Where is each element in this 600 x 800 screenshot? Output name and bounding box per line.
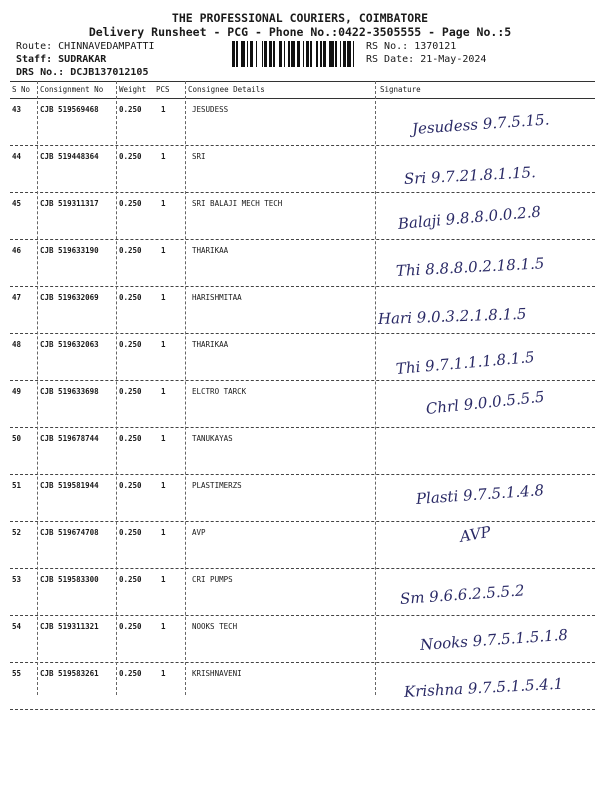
- company-title: THE PROFESSIONAL COURIERS, COIMBATORE: [171, 11, 429, 25]
- cell-weight: 0.250: [119, 340, 142, 349]
- cell-sno: 54: [12, 622, 22, 631]
- cell-sno: 52: [12, 528, 22, 537]
- cell-weight: 0.250: [119, 105, 142, 114]
- handwritten-signature: Hari 9.0.3.2.1.8.1.5: [377, 304, 527, 328]
- cell-pcs: 1: [161, 387, 166, 396]
- cell-consignment: CJB 519583261: [40, 669, 99, 678]
- cell-consignment: CJB 519632063: [40, 340, 99, 349]
- handwritten-signature: Thi 9.7.1.1.1.8.1.5: [395, 347, 536, 378]
- cell-consignment: CJB 519583300: [40, 575, 99, 584]
- cell-sno: 55: [12, 669, 22, 678]
- cell-pcs: 1: [161, 293, 166, 302]
- rs-date-value: 21-May-2024: [420, 54, 487, 65]
- cell-pcs: 1: [161, 481, 166, 490]
- cell-consignment: CJB 519311321: [40, 622, 99, 631]
- cell-weight: 0.250: [119, 481, 142, 490]
- rs-date-line: [366, 53, 486, 66]
- rs-no-value: 1370121: [414, 41, 457, 52]
- cell-sno: 47: [12, 293, 22, 302]
- drs-value: DCJB137012105: [70, 67, 149, 78]
- handwritten-signature: AVP: [458, 522, 493, 546]
- cell-consignment: CJB 519632069: [40, 293, 99, 302]
- route-line: [16, 40, 154, 53]
- cell-weight: 0.250: [119, 622, 142, 631]
- cell-weight: 0.250: [119, 434, 142, 443]
- cell-pcs: 1: [161, 246, 166, 255]
- cell-pcs: 1: [161, 105, 166, 114]
- cell-weight: 0.250: [119, 528, 142, 537]
- cell-consignee: THARIKAA: [192, 246, 229, 255]
- staff-line: [16, 53, 106, 66]
- cell-pcs: 1: [161, 199, 166, 208]
- cell-pcs: 1: [161, 575, 166, 584]
- rs-no-label: RS No.:: [366, 41, 409, 52]
- cell-consignee: JESUDESS: [192, 105, 229, 114]
- cell-consignment: CJB 519674708: [40, 528, 99, 537]
- handwritten-signature: Plasti 9.7.5.1.4.8: [415, 481, 545, 508]
- runsheet-subtitle: Delivery Runsheet - PCG - Phone No.:0422-3505555 - Page No.:5: [88, 25, 512, 39]
- cell-consignee: SRI: [192, 152, 206, 161]
- col-header-sno: S No: [12, 85, 31, 94]
- cell-sno: 50: [12, 434, 22, 443]
- handwritten-signature: Sm 9.6.6.2.5.5.2: [399, 581, 526, 608]
- col-header-pcs: PCS: [156, 85, 170, 94]
- cell-consignee: TANUKAYAS: [192, 434, 233, 443]
- handwritten-signature: Sri 9.7.21.8.1.15.: [403, 163, 537, 188]
- cell-consignee: AVP: [192, 528, 206, 537]
- cell-consignee: CRI PUMPS: [192, 575, 233, 584]
- drs-line: [16, 66, 148, 79]
- cell-consignment: CJB 519569468: [40, 105, 99, 114]
- column-divider: [37, 81, 38, 695]
- cell-weight: 0.250: [119, 387, 142, 396]
- handwritten-signature: Jesudess 9.7.5.15.: [411, 110, 550, 138]
- cell-pcs: 1: [161, 669, 166, 678]
- column-divider: [116, 81, 117, 695]
- cell-consignee: ELCTRO TARCK: [192, 387, 247, 396]
- cell-sno: 45: [12, 199, 22, 208]
- table-row: [10, 428, 595, 475]
- cell-consignee: NOOKS TECH: [192, 622, 238, 631]
- cell-pcs: 1: [161, 434, 166, 443]
- handwritten-signature: Balaji 9.8.8.0.0.2.8: [397, 202, 542, 233]
- cell-consignment: CJB 519633698: [40, 387, 99, 396]
- cell-consignee: SRI BALAJI MECH TECH: [192, 199, 283, 208]
- cell-pcs: 1: [161, 622, 166, 631]
- staff-value: SUDRAKAR: [58, 54, 107, 65]
- cell-weight: 0.250: [119, 575, 142, 584]
- handwritten-signature: Nooks 9.7.5.1.5.1.8: [419, 625, 569, 654]
- cell-sno: 43: [12, 105, 22, 114]
- cell-sno: 51: [12, 481, 22, 490]
- cell-sno: 48: [12, 340, 22, 349]
- cell-sno: 44: [12, 152, 22, 161]
- cell-consignment: CJB 519581944: [40, 481, 99, 490]
- drs-label: DRS No.:: [16, 67, 65, 78]
- col-header-consignment: Consignment No: [40, 85, 104, 94]
- cell-pcs: 1: [161, 340, 166, 349]
- col-header-consignee: Consignee Details: [188, 85, 265, 94]
- cell-consignment: CJB 519448364: [40, 152, 99, 161]
- cell-weight: 0.250: [119, 293, 142, 302]
- table-row: [10, 522, 595, 569]
- barcode-bar: [354, 41, 357, 67]
- rs-no-line: [366, 40, 456, 53]
- cell-weight: 0.250: [119, 152, 142, 161]
- cell-consignee: KRISHNAVENI: [192, 669, 242, 678]
- handwritten-signature: Thi 8.8.8.0.2.18.1.5: [395, 254, 545, 280]
- cell-pcs: 1: [161, 528, 166, 537]
- cell-weight: 0.250: [119, 199, 142, 208]
- column-divider: [185, 81, 186, 695]
- cell-sno: 46: [12, 246, 22, 255]
- handwritten-signature: Chrl 9.0.0.5.5.5: [425, 387, 546, 418]
- cell-consignment: CJB 519311317: [40, 199, 99, 208]
- col-header-signature: Signature: [380, 85, 421, 94]
- cell-consignment: CJB 519678744: [40, 434, 99, 443]
- cell-sno: 53: [12, 575, 22, 584]
- route-label: Route:: [16, 41, 53, 52]
- table-header: [10, 81, 595, 99]
- cell-consignee: THARIKAA: [192, 340, 229, 349]
- barcode: [232, 41, 358, 67]
- rs-date-label: RS Date:: [366, 54, 415, 65]
- cell-weight: 0.250: [119, 669, 142, 678]
- cell-consignee: PLASTIMERZS: [192, 481, 242, 490]
- column-divider: [375, 81, 376, 695]
- cell-sno: 49: [12, 387, 22, 396]
- cell-pcs: 1: [161, 152, 166, 161]
- col-header-weight: Weight: [119, 85, 147, 94]
- cell-weight: 0.250: [119, 246, 142, 255]
- route-value: CHINNAVEDAMPATTI: [58, 41, 155, 52]
- staff-label: Staff:: [16, 54, 53, 65]
- handwritten-signature: Krishna 9.7.5.1.5.4.1: [403, 674, 564, 701]
- cell-consignment: CJB 519633190: [40, 246, 99, 255]
- cell-consignee: HARISHMITAA: [192, 293, 242, 302]
